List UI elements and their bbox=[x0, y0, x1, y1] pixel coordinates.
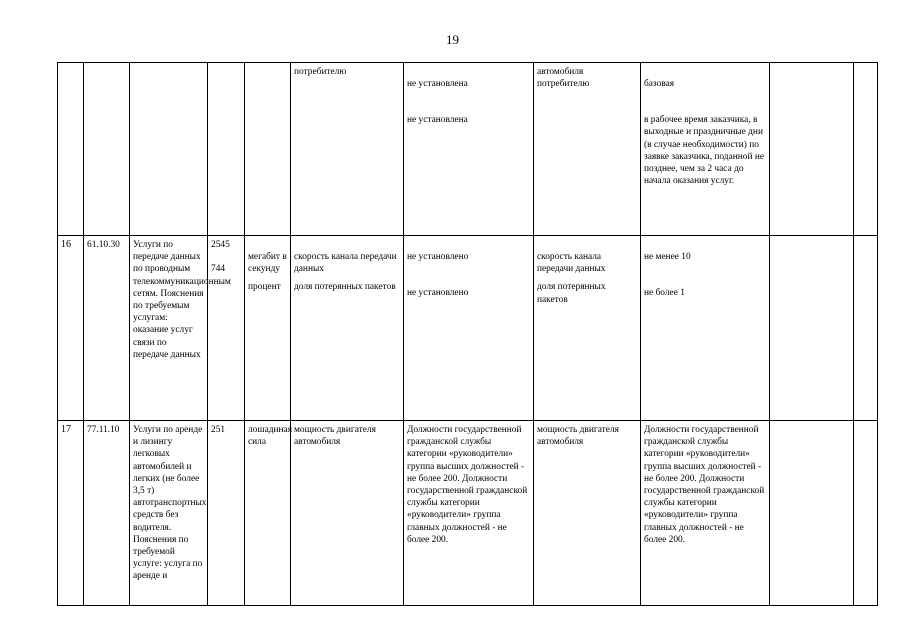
value-text: не установлена bbox=[407, 79, 468, 89]
okei-code: 2545 bbox=[211, 240, 230, 250]
cell-characteristic-b bbox=[534, 63, 641, 236]
requirement-text: не менее 10 bbox=[644, 252, 691, 262]
page-number: 19 bbox=[446, 32, 459, 47]
cell-name: Услуги по передаче данных по проводным телекоммуникационным сетям. Пояснения по требуемым услугам: оказание услуг связи по передаче данных bbox=[130, 236, 208, 421]
cell-characteristic bbox=[291, 63, 404, 236]
cell-characteristic bbox=[291, 236, 404, 421]
cell-unit bbox=[245, 236, 291, 421]
characteristic-text: скорость канала передачи данных bbox=[537, 252, 606, 275]
value-text: не установлена bbox=[407, 115, 468, 126]
cell-justification bbox=[770, 63, 854, 236]
cell-value: Должности государственной гражданской службы категории «руководители» группа высших должностей - не более 200. Должности государственной гражданской службы категории «руководители» группа главных должностей - не более 200. bbox=[404, 421, 534, 606]
cell-code bbox=[84, 63, 130, 236]
cell-justification bbox=[770, 421, 854, 606]
cell-requirement bbox=[641, 236, 770, 421]
cell-code: 77.11.10 bbox=[84, 421, 130, 606]
unit-name: процент bbox=[248, 282, 281, 293]
table-row bbox=[58, 63, 878, 236]
value-text: не установлено bbox=[407, 288, 469, 299]
cell-value bbox=[404, 236, 534, 421]
characteristic-text: автомобиля потребителю bbox=[537, 67, 590, 90]
cell-name bbox=[130, 63, 208, 236]
characteristic-text: потребителю bbox=[294, 67, 347, 77]
cell-okei: 251 bbox=[208, 421, 245, 606]
requirement-text: не более 1 bbox=[644, 288, 685, 299]
cell-characteristic: мощность двигателя автомобиля bbox=[291, 421, 404, 606]
cell-code: 61.10.30 bbox=[84, 236, 130, 421]
cell-function bbox=[854, 63, 878, 236]
value-text: не установлено bbox=[407, 252, 469, 262]
okei-code: 744 bbox=[211, 264, 226, 275]
requirement-text: базовая bbox=[644, 79, 675, 89]
cell-num: 17 bbox=[58, 421, 84, 606]
cell-okei bbox=[208, 236, 245, 421]
table-row bbox=[58, 421, 878, 606]
cell-function bbox=[854, 236, 878, 421]
cell-num bbox=[58, 63, 84, 236]
characteristic-text: скорость канала передачи данных bbox=[294, 252, 397, 275]
unit-name: мегабит в секунду bbox=[248, 252, 287, 275]
cell-function bbox=[854, 421, 878, 606]
requirement-text: в рабочее время заказчика, в выходные и праздничные дни (в случае необходимости) по заявке заказчика, поданной не позднее, чем за 2 часа до начала оказания услуг. bbox=[644, 115, 765, 187]
table-row bbox=[58, 236, 878, 421]
characteristic-text: доля потерянных пакетов bbox=[537, 282, 606, 305]
cell-num: 16 bbox=[58, 236, 84, 421]
cell-name: Услуги по аренде и лизингу легковых автомобилей и легких (не более 3,5 т) автотранспортных средств без водителя. Пояснения по требуемой услуге: услуга по аренде и bbox=[130, 421, 208, 606]
characteristic-text: доля потерянных пакетов bbox=[294, 282, 396, 293]
cell-characteristic-b bbox=[534, 236, 641, 421]
cell-unit bbox=[245, 63, 291, 236]
cell-characteristic-b: мощность двигателя автомобиля bbox=[534, 421, 641, 606]
cell-justification bbox=[770, 236, 854, 421]
cell-unit: лошадиная сила bbox=[245, 421, 291, 606]
cell-okei bbox=[208, 63, 245, 236]
cell-value bbox=[404, 63, 534, 236]
requirements-table bbox=[57, 62, 878, 606]
cell-requirement bbox=[641, 63, 770, 236]
cell-requirement: Должности государственной гражданской службы категории «руководители» группа высших должностей - не более 200. Должности государственной гражданской службы категории «руководители» группа главных должностей - не более 200. bbox=[641, 421, 770, 606]
